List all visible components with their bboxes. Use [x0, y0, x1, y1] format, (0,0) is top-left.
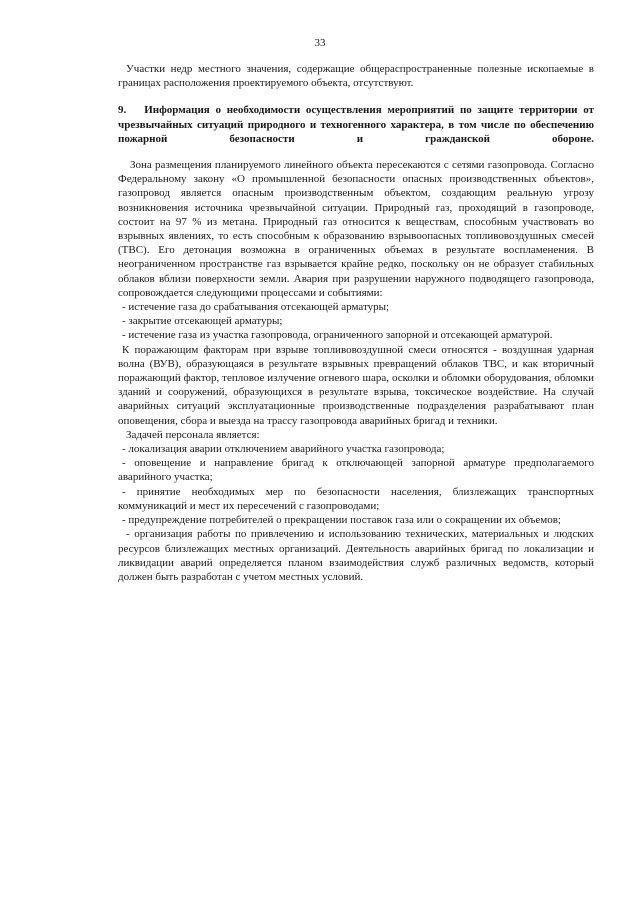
page-body [118, 62, 594, 584]
list-item: - закрытие отсекающей арматуры; [122, 315, 283, 328]
list-item: - локализация аварии отключением аварийного участка газопровода; [122, 443, 445, 456]
list-item: - оповещение и направление бригад к отключающей запорной арматуре предполагаемого аварийного участка; [118, 457, 594, 484]
section-number: 9. [118, 104, 127, 117]
list-item: - организация работы по привлечению и использованию технических, материальных и людских ресурсов близлежащих местных организаций. Деятельность аварийных бригад по локализации и ликвидации аварий определяется планом взаимодействия служб различных ведомств, который должен быть разработан с учетом местных условий. [118, 528, 594, 583]
list-item: - принятие необходимых мер по безопасности населения, близлежащих транспортных коммуникаций и мест их пересечений с газопроводами; [118, 485, 594, 512]
task-intro: Задачей персонала является: [126, 428, 260, 441]
list-item: - предупреждение потребителей о прекращении поставок газа или о сокращении их объемов; [122, 514, 561, 527]
list-item: - истечение газа до срабатывания отсекающей арматуры; [122, 301, 390, 314]
section-heading [118, 103, 594, 146]
section-title: Информация о необходимости осуществления мероприятий по защите территории от чрезвычайных ситуаций природного и техногенного характера, в том числе по обеспечению пожарной безопасности и гражданской обороне. [118, 104, 594, 145]
zone-paragraph: Зона размещения планируемого линейного объекта пересекаются с сетями газопровода. Согласно Федеральному закону «О промышленной безопасности опасных производственных объектов», газопровод является опасным производственным объектом, создающим реальную угрозу возникновения источника чрезвычайной ситуации. Природный газ, проходящий в газопроводе, состоит на 97 % из метана. Природный газ относится к веществам, способным участвовать во взрывных явлениях, то есть способным к образованию взрывоопасных топливовоздушных смесей (ТВС). Его детонация возможна в ограниченных объемах в результате воспламенения. В неограниченном пространстве газ взрывается крайне редко, поскольку он не образует стабильных облаков вблизи поверхности земли. Авария при разрушении наружного подводящего газопровода, сопровождается следующими процессами и событиями: [118, 159, 594, 299]
intro-paragraph: Участки недр местного значения, содержащие общераспространенные полезные ископаемые в границах расположения проектируемого объекта, отсутствуют. [118, 63, 594, 90]
page-number: 33 [314, 37, 326, 49]
list-item: - истечение газа из участка газопровода, ограниченного запорной и отсекающей арматурой. [122, 329, 553, 342]
factors-paragraph: К поражающим факторам при взрыве топливовоздушной смеси относятся - воздушная ударная волна (ВУВ), образующаяся в результате взрывных превращений облаков ТВС, и как вторичный поражающий фактор, тепловое излучение огневого шара, осколки и обломки оборудования, обломки зданий и сооружений, образующихся в результате взрыва, токсическое воздействие. На случай аварийных ситуаций эксплуатационные производственные подразделения разрабатывают план оповещения, сбора и выезда на трассу газопровода аварийных бригад и техники. [118, 343, 594, 427]
